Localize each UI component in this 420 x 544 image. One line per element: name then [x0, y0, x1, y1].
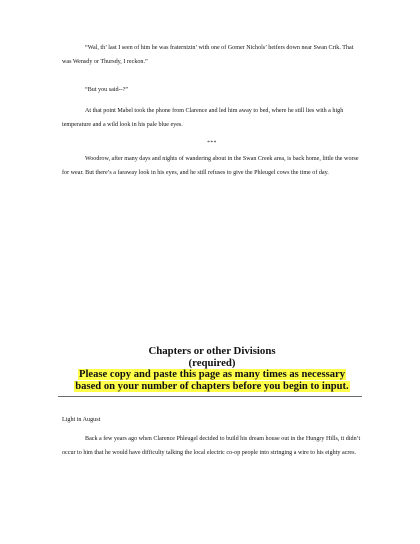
paragraph-woodrow: Woodrow, after many days and nights of wandering about in the Swan Creek area, is back home, little the worse for wear. But there’s a faraway look in his eyes, and he still refuses to give the Phleugel cows the time of day. [62, 156, 359, 177]
instruction-line1: Please copy and paste this page as many times as necessary [78, 369, 345, 380]
paragraph-quote-wal: “Wal, th’ last I seen of him he was fraternizin’ with one of Gomer Nichols’ heifers down near Swan Crik. That was Wensdy or Thursdy, I reckon.” [62, 45, 354, 66]
chapter-title: Light in August [62, 417, 101, 423]
horizontal-rule [58, 396, 362, 397]
instruction-highlight [62, 369, 362, 393]
paragraph-chapter-opening: Back a few years ago when Clarence Phleugel decided to build his dream house out in the Hungry Hills, it didn’t occur to him that he would have difficulty talking the local electric co-op people into stringing a wire to his eighty acres. [62, 436, 361, 457]
instruction-line2: based on your number of chapters before you begin to input. [75, 381, 349, 392]
section-heading [62, 346, 362, 369]
section-heading-line2: (required) [188, 356, 236, 369]
paragraph-but-you-said: “But you said--?” [85, 87, 128, 93]
section-separator: *** [207, 140, 217, 146]
section-heading-line1: Chapters or other Divisions [148, 345, 276, 357]
paragraph-mabel: At that point Mabel took the phone from Clarence and led him away to bed, where he still lies with a high temperature and a wild look in his pale blue eyes. [62, 108, 344, 129]
